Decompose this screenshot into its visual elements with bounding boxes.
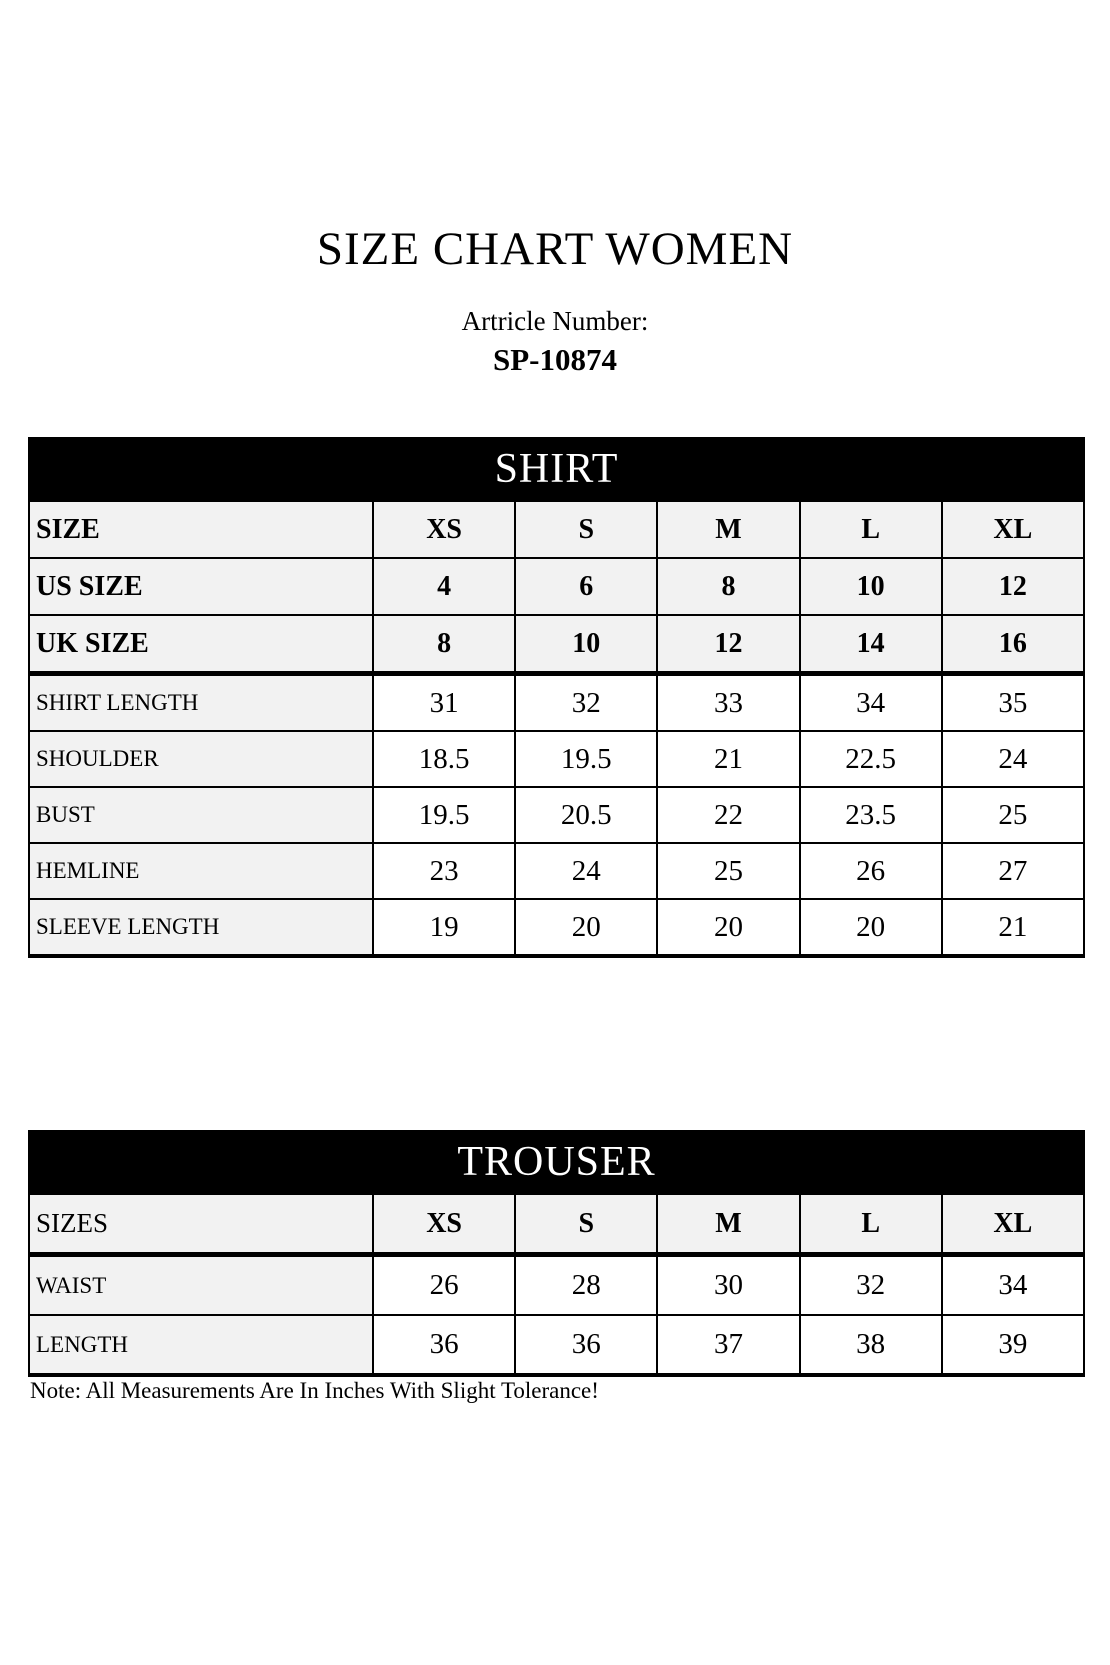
table-row [29,558,1084,615]
value-cell: XS [373,1194,515,1255]
row-label-cell: SIZES [29,1194,373,1255]
value-cell: 26 [800,843,942,899]
article-number-label: Artricle Number: [461,306,649,336]
value-cell: 8 [373,615,515,674]
value-cell: XS [373,501,515,558]
value-cell: M [657,1194,799,1255]
row-label-cell: US SIZE [29,558,373,615]
value-cell: 24 [515,843,657,899]
value-cell: 34 [942,1255,1084,1316]
value-cell: 19 [373,899,515,956]
trouser-size-table [28,1193,1085,1377]
table-row [29,1315,1084,1375]
value-cell: 24 [942,731,1084,787]
value-cell: 20 [657,899,799,956]
value-cell: 4 [373,558,515,615]
shirt-table-title: SHIRT [28,437,1085,500]
table-row [29,843,1084,899]
value-cell: 19.5 [515,731,657,787]
value-cell: 20 [800,899,942,956]
measurement-note: Note: All Measurements Are In Inches With Slight Tolerance! [30,1378,599,1403]
value-cell: 32 [515,674,657,732]
value-cell: 12 [942,558,1084,615]
table-row [29,1255,1084,1316]
trouser-table-title: TROUSER [28,1130,1085,1193]
value-cell: 10 [515,615,657,674]
value-cell: 10 [800,558,942,615]
table-row [29,731,1084,787]
row-label-cell: UK SIZE [29,615,373,674]
table-row [29,674,1084,732]
article-number-block [0,306,1110,378]
article-number-value: SP-10874 [493,342,617,377]
value-cell: 35 [942,674,1084,732]
value-cell: 31 [373,674,515,732]
value-cell: 21 [942,899,1084,956]
value-cell: L [800,501,942,558]
table-row [29,787,1084,843]
value-cell: 6 [515,558,657,615]
value-cell: L [800,1194,942,1255]
row-label-cell: WAIST [29,1255,373,1316]
value-cell: 38 [800,1315,942,1375]
value-cell: 23.5 [800,787,942,843]
value-cell: XL [942,1194,1084,1255]
value-cell: 25 [657,843,799,899]
value-cell: XL [942,501,1084,558]
value-cell: 20 [515,899,657,956]
value-cell: 32 [800,1255,942,1316]
table-row [29,1194,1084,1255]
row-label-cell: HEMLINE [29,843,373,899]
value-cell: 19.5 [373,787,515,843]
value-cell: 22 [657,787,799,843]
value-cell: 20.5 [515,787,657,843]
value-cell: 27 [942,843,1084,899]
value-cell: 36 [515,1315,657,1375]
value-cell: 37 [657,1315,799,1375]
shirt-size-table [28,500,1085,958]
value-cell: 8 [657,558,799,615]
page-title: SIZE CHART WOMEN [316,223,794,275]
value-cell: 18.5 [373,731,515,787]
value-cell: 39 [942,1315,1084,1375]
value-cell: S [515,1194,657,1255]
value-cell: 25 [942,787,1084,843]
row-label-cell: LENGTH [29,1315,373,1375]
value-cell: 26 [373,1255,515,1316]
value-cell: 16 [942,615,1084,674]
row-label-cell: BUST [29,787,373,843]
value-cell: 33 [657,674,799,732]
shirt-table-section [28,437,1085,958]
value-cell: 21 [657,731,799,787]
value-cell: 14 [800,615,942,674]
table-row [29,501,1084,558]
value-cell: 36 [373,1315,515,1375]
value-cell: 22.5 [800,731,942,787]
value-cell: 30 [657,1255,799,1316]
row-label-cell: SLEEVE LENGTH [29,899,373,956]
value-cell: M [657,501,799,558]
row-label-cell: SHIRT LENGTH [29,674,373,732]
value-cell: 34 [800,674,942,732]
trouser-table-section [28,1130,1085,1377]
row-label-cell: SIZE [29,501,373,558]
value-cell: S [515,501,657,558]
row-label-cell: SHOULDER [29,731,373,787]
value-cell: 12 [657,615,799,674]
table-row [29,899,1084,956]
value-cell: 23 [373,843,515,899]
table-row [29,615,1084,674]
value-cell: 28 [515,1255,657,1316]
